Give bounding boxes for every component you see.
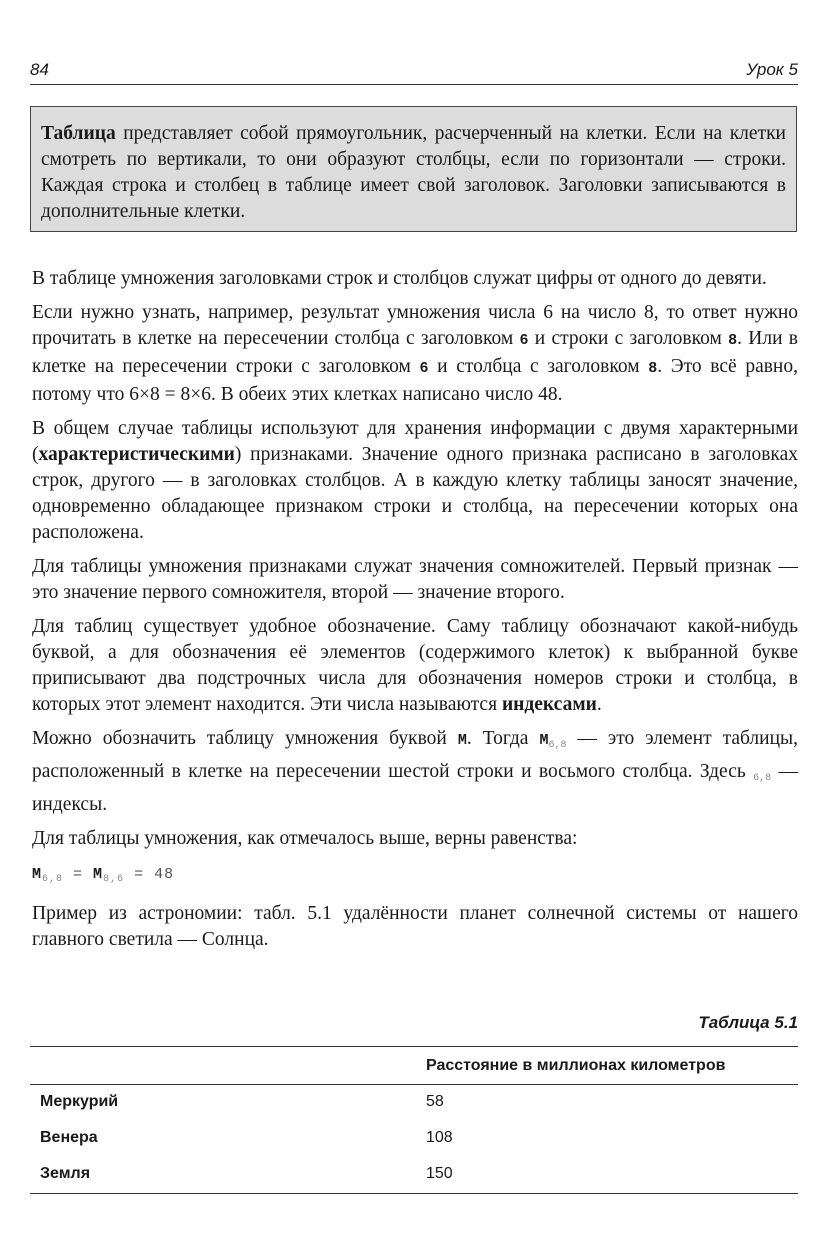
table-letter: M — [457, 732, 467, 749]
element-index: 6,8 — [548, 740, 567, 751]
paragraph: Для таблицы умножения признаками служат значения сомножителей. Первый признак — это значение первого сомножителя, второй — значение второго. — [32, 556, 798, 603]
text-span: . — [596, 694, 602, 715]
table-caption: Таблица 5.1 — [698, 1013, 798, 1032]
formula-result: = 48 — [124, 866, 175, 883]
text-span: . Или в клетке на пересечении строки с заголовком — [32, 328, 798, 377]
planet-name: Земля — [30, 1157, 426, 1194]
bold-term: характеристическими — [38, 444, 235, 465]
table-header-row — [30, 1047, 798, 1085]
text-span: Если нужно узнать, например, результат умножения числа 6 на число 8, то ответ нужно прочитать в клетке на пересечении столбца с заголовком — [32, 302, 798, 349]
planets-table — [30, 1046, 798, 1194]
page-number: 84 — [30, 60, 49, 79]
planet-name: Меркурий — [40, 1093, 119, 1110]
page-header — [30, 60, 798, 85]
text-span: Можно обозначить таблицу умножения буквой — [32, 728, 458, 749]
header-cell-distance: Расстояние в миллионах километров — [426, 1047, 798, 1085]
paragraph: Пример из астрономии: табл. 5.1 удалённости планет солнечной системы от нашего главного светила — Солнца. — [32, 903, 798, 950]
formula-operator: = — [63, 866, 94, 883]
formula — [32, 860, 798, 893]
formula-index: 8,6 — [103, 874, 125, 885]
element-symbol: M — [539, 732, 549, 749]
paragraph — [32, 300, 798, 408]
table-row — [30, 1085, 798, 1122]
planet-distance: 108 — [426, 1129, 453, 1146]
table-row — [30, 1157, 798, 1194]
index-label: 6,8 — [753, 773, 772, 784]
paragraph — [32, 416, 798, 546]
text-span: . Тогда — [466, 728, 540, 749]
code-label: 6 — [519, 332, 529, 349]
paragraph: Для таблицы умножения, как отмечалось выше, верны равенства: — [32, 828, 578, 849]
formula-index: 6,8 — [42, 874, 64, 885]
text-span: — это элемент таблицы, расположенный в клетке на пересечении шестой строки и восьмого столбца. Здесь — [32, 728, 798, 782]
code-label: 8 — [728, 332, 738, 349]
header-cell-planet — [30, 1047, 426, 1085]
lesson-title: Урок 5 — [746, 60, 798, 79]
formula-symbol: M — [32, 866, 43, 883]
planet-name: Венера — [40, 1129, 98, 1146]
text-span: В общем случае таблицы используют для хранения информации с двумя характерными ( — [32, 418, 798, 465]
text-span: и строки с заголовком — [528, 328, 729, 349]
paragraph — [32, 614, 798, 718]
paragraph — [32, 726, 798, 818]
body-text — [32, 266, 798, 961]
definition-box — [30, 106, 797, 232]
code-label: 8 — [648, 360, 658, 377]
code-label: 6 — [419, 360, 429, 377]
text-span: ) признаками. Значение одного признака расписано в заголовках строк, другого — в заголовках столбцов. А в каждую клетку таблицы заносят значение, одновременно обладающее признаком строки и столбца, на пересечении которых она расположена. — [32, 444, 798, 543]
planet-distance: 150 — [426, 1157, 798, 1194]
text-span: Для таблиц существует удобное обозначение. Саму таблицу обозначают какой-нибудь буквой, а для обозначения её элементов (содержимого клеток) к выбранной букве приписывают два подстрочных числа для обозначения номеров строки и столбца, в которых этот элемент находится. Эти числа называются — [32, 616, 798, 715]
text-span: и столбца с заголовком — [428, 356, 649, 377]
text-span: — индексы. — [32, 761, 798, 815]
planet-distance: 58 — [426, 1093, 444, 1110]
table-row — [30, 1121, 798, 1157]
definition-term: Таблица — [41, 123, 116, 144]
bold-term: индексами — [501, 694, 597, 715]
text-span: . Это всё равно, потому что 6×8 = 8×6. В обеих этих клетках написано число 48. — [32, 356, 798, 405]
paragraph: В таблице умножения заголовками строк и столбцов служат цифры от одного до девяти. — [32, 268, 767, 289]
formula-symbol: M — [93, 866, 104, 883]
definition-text: представляет собой прямоугольник, расчерченный на клетки. Если на клетки смотреть по вертикали, то они образуют столбцы, если по горизонтали — строки. Каждая строка и столбец в таблице имеет свой заголовок. Заголовки записываются в дополнительные клетки. — [41, 123, 786, 222]
